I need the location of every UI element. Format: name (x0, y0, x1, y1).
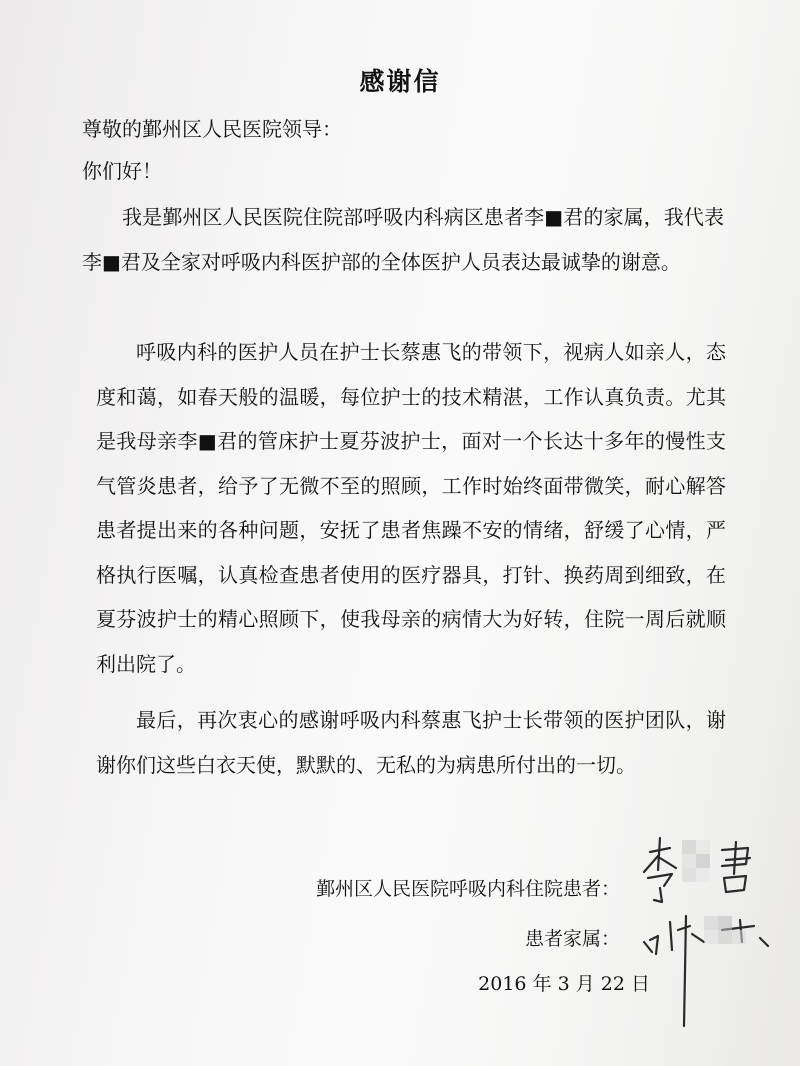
paragraph-closing: 最后，再次衷心的感谢呼吸内科蔡惠飞护士长带领的医护团队，谢谢你们这些白衣天使，默默的、无私的为病患所付出的一切。 (96, 708, 726, 777)
paragraph-praise: 呼吸内科的医护人员在护士长蔡惠飞的带领下，视病人如亲人，态度和蔼，如春天般的温暖，每位护士的技术精湛，工作认真负责。尤其是我母亲李■君的管床护士夏芬波护士，面对一个长达十多年的慢性支气管炎患者，给予了无微不至的照顾，工作时始终面带微笑，耐心解答患者提出来的各种问题，安抚了患者焦躁不安的情绪，舒缓了心情，严格执行医嘱，认真检查患者使用的医疗器具，打针、换药周到细致，在夏芬波护士的精心照顾下，使我母亲的病情大为好转，住院一周后就顺利出院了。 (96, 340, 726, 676)
paragraph-family-intro: 我是鄞州区人民医院住院部呼吸内科病区患者李■君的家属，我代表李■君及全家对呼吸内科医护部的全体医护人员表达最诚挚的谢意。 (82, 205, 724, 274)
salutation: 尊敬的鄞州区人民医院领导： (82, 117, 342, 141)
patient-signature-label: 鄞州区人民医院呼吸内科住院患者： (315, 878, 620, 900)
greeting: 你们好！ (82, 159, 162, 183)
letter-date: 2016 年 3 月 22 日 (478, 973, 650, 995)
letter-title: 感谢信 (359, 67, 441, 96)
family-signature-label: 患者家属： (524, 928, 620, 950)
handwritten-signature (630, 830, 780, 1040)
